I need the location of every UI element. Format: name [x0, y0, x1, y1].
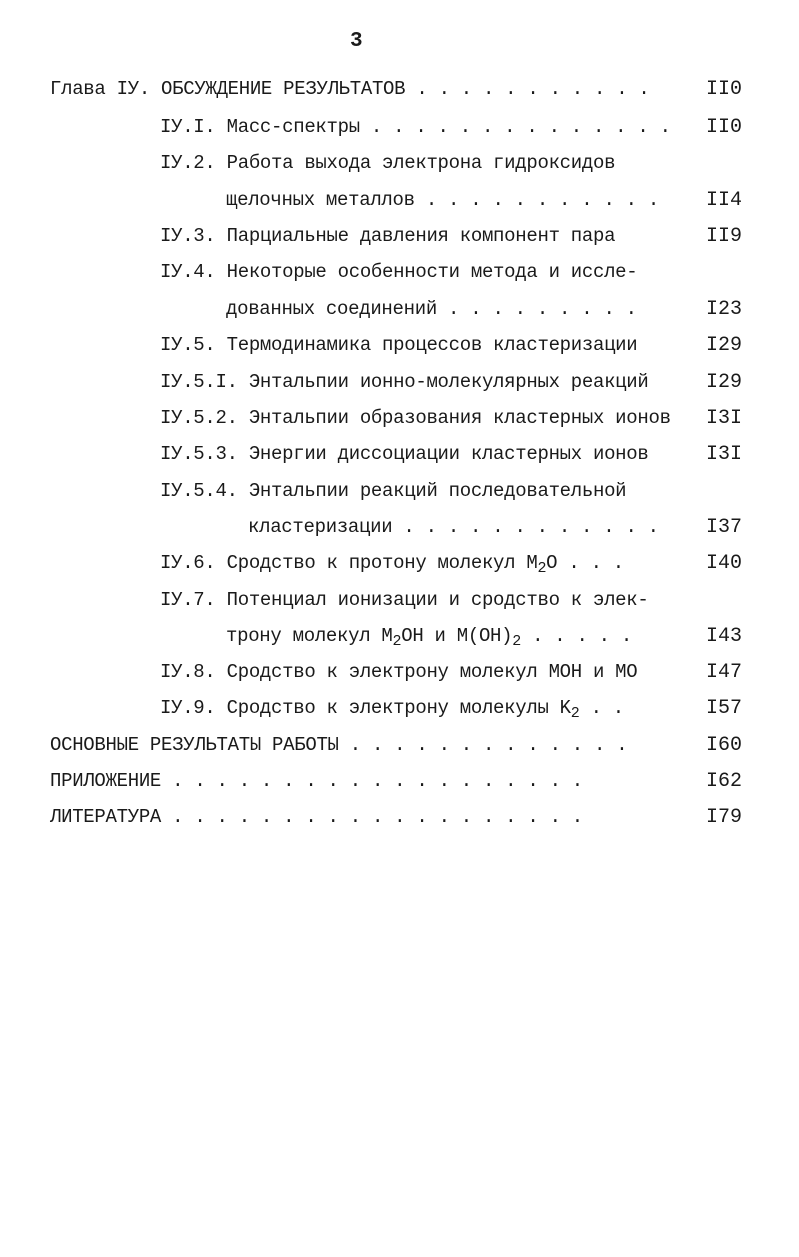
toc-entry-4-8: IУ.8. Сродство к электрону молекул MOH и MO [160, 661, 638, 683]
toc-entry-4-7: IУ.7. Потенциал ионизации и сродство к элек- [160, 589, 649, 611]
toc-entry-4-3-page: II9 [706, 225, 743, 248]
toc-entry-4-4: IУ.4. Некоторые особенности метода и иссле- [160, 261, 638, 283]
toc-entry-4-5-3: IУ.5.3. Энергии диссоциации кластерных ионов [160, 443, 649, 465]
toc-chapter-page: II0 [706, 78, 743, 101]
toc-entry-4-9-text-end: . . [579, 697, 624, 719]
toc-entry-4-5-4: IУ.5.4. Энтальпии реакций последовательной [160, 480, 627, 502]
toc-entry-4-5: IУ.5. Термодинамика процессов кластеризации [160, 334, 638, 356]
toc-entry-4-7-text-end: . . . . . [520, 625, 632, 647]
toc-entry-4-5-4-cont: кластеризации . . . . . . . . . . . . [248, 516, 659, 538]
toc-entry-4-7-text: трону молекул M [226, 625, 393, 647]
toc-entry-4-5-1: IУ.5.I. Энтальпии ионно-молекулярных реакций [160, 371, 649, 393]
subscript: 2 [392, 633, 402, 650]
toc-entry-4-9-page: I57 [706, 697, 743, 720]
page-number: 3 [350, 30, 363, 53]
toc-main-results: ОСНОВНЫЕ РЕЗУЛЬТАТЫ РАБОТЫ . . . . . . . . . . . . . [50, 734, 628, 756]
toc-entry-4-6-text: IУ.6. Сродство к протону молекул M [160, 552, 538, 574]
toc-entry-4-7-cont [226, 625, 632, 650]
toc-entry-4-7-page: I43 [706, 625, 743, 648]
toc-entry-4-8-page: I47 [706, 661, 743, 684]
subscript: 2 [512, 633, 521, 650]
toc-main-results-page: I60 [706, 734, 743, 757]
toc-entry-4-5-3-page: I3I [706, 443, 743, 466]
subscript: 2 [570, 705, 580, 722]
toc-entry-4-2-cont: щелочных металлов . . . . . . . . . . . [226, 189, 659, 211]
toc-entry-4-6-page: I40 [706, 552, 743, 575]
toc-entry-4-3: IУ.3. Парциальные давления компонент пара [160, 225, 616, 247]
toc-entry-4-6 [160, 552, 624, 577]
toc-entry-4-6-text-end: O . . . [546, 552, 624, 574]
toc-entry-4-4-cont: дованных соединений . . . . . . . . . [226, 298, 637, 320]
toc-entry-4-9-text: IУ.9. Сродство к электрону молекулы K [160, 697, 571, 719]
toc-literature: ЛИТЕРАТУРА . . . . . . . . . . . . . . . . . . . [50, 806, 583, 828]
toc-entry-4-4-page: I23 [706, 298, 743, 321]
toc-entry-4-1-page: II0 [706, 116, 743, 139]
toc-entry-4-9 [160, 697, 624, 722]
toc-entry-4-5-2: IУ.5.2. Энтальпии образования кластерных ионов [160, 407, 671, 429]
toc-chapter-title: Глава IУ. ОБСУЖДЕНИЕ РЕЗУЛЬТАТОВ . . . . . . . . . . . [50, 78, 650, 100]
toc-entry-4-1: IУ.I. Масс-спектры . . . . . . . . . . . . . . [160, 116, 671, 138]
toc-entry-4-2-page: II4 [706, 189, 743, 212]
toc-entry-4-7-text-mid: OH и M(OH) [401, 625, 513, 647]
toc-appendix: ПРИЛОЖЕНИЕ . . . . . . . . . . . . . . . . . . . [50, 770, 583, 792]
toc-entry-4-5-page: I29 [706, 334, 743, 357]
subscript: 2 [537, 560, 547, 577]
toc-entry-4-5-1-page: I29 [706, 371, 743, 394]
toc-entry-4-5-4-page: I37 [706, 516, 743, 539]
toc-entry-4-5-2-page: I3I [706, 407, 743, 430]
toc-entry-4-2: IУ.2. Работа выхода электрона гидроксидов [160, 152, 616, 174]
toc-literature-page: I79 [706, 806, 743, 829]
toc-appendix-page: I62 [706, 770, 743, 793]
